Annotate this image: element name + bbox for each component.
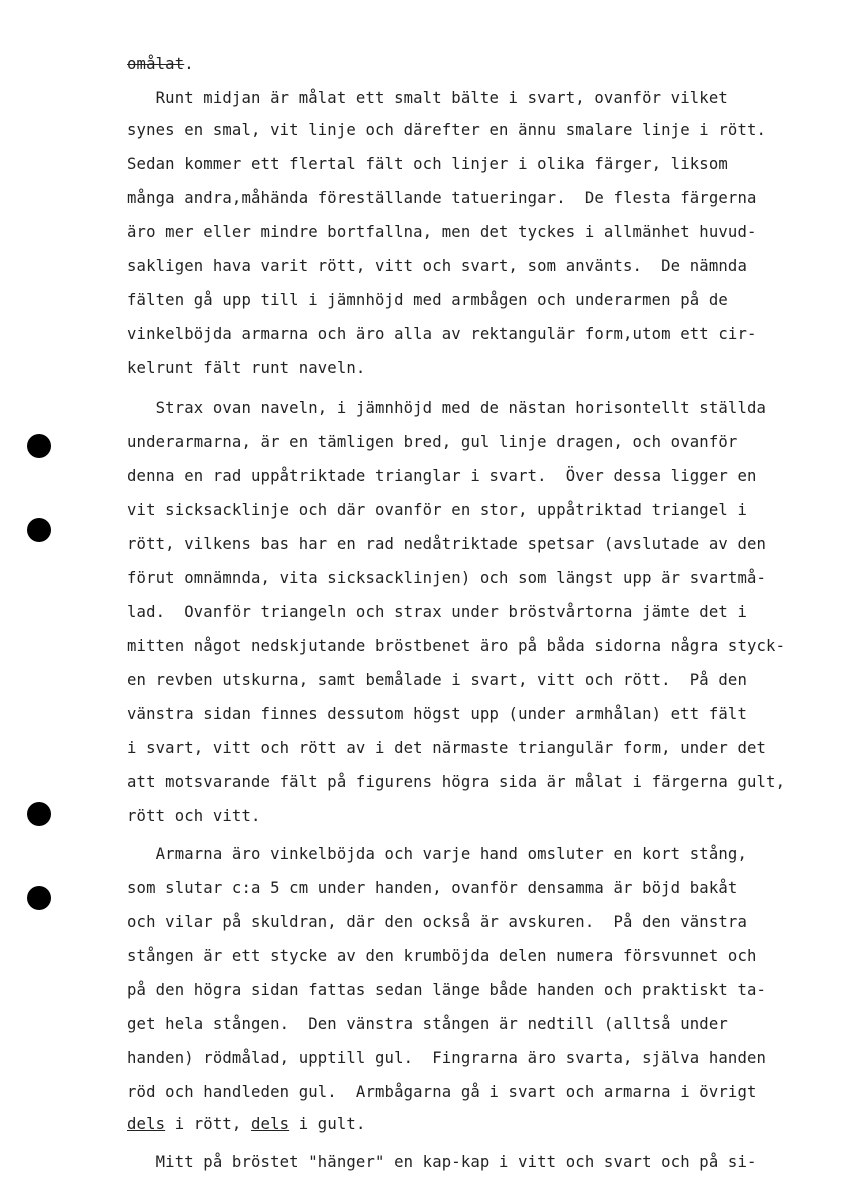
- text-line: Sedan kommer ett flertal fält och linjer i olika färger, liksom: [127, 155, 728, 173]
- text-line: många andra,måhända föreställande tatueringar. De flesta färgerna: [127, 189, 757, 207]
- punch-hole: [27, 518, 51, 542]
- text-line: rött, vilkens bas har en rad nedåtriktade spetsar (avslutade av den: [127, 535, 767, 553]
- text-line: mitten något nedskjutande bröstbenet äro på båda sidorna några styck-: [127, 637, 786, 655]
- text-line: Strax ovan naveln, i jämnhöjd med de nästan horisontellt ställda: [127, 399, 767, 417]
- text-line: rött och vitt.: [127, 807, 261, 825]
- text-line: fälten gå upp till i jämnhöjd med armbågen och underarmen på de: [127, 291, 728, 309]
- underline-line-tail: i gult.: [289, 1115, 366, 1133]
- text-line: vinkelböjda armarna och äro alla av rektangulär form,utom ett cir-: [127, 325, 757, 343]
- text-line: synes en smal, vit linje och därefter en ännu smalare linje i rött.: [127, 121, 767, 139]
- text-line: kelrunt fält runt naveln.: [127, 359, 366, 377]
- text-line: vänstra sidan finnes dessutom högst upp (under armhålan) ett fält: [127, 705, 747, 723]
- text-line-last: Mitt på bröstet "hänger" en kap-kap i vitt och svart och på si-: [127, 1153, 757, 1171]
- text-line: på den högra sidan fattas sedan länge både handen och praktiskt ta-: [127, 981, 767, 999]
- text-line: röd och handleden gul. Armbågarna gå i svart och armarna i övrigt: [127, 1083, 757, 1101]
- text-line: lad. Ovanför triangeln och strax under bröstvårtorna jämte det i: [127, 603, 747, 621]
- underline-line-mid: i rött,: [165, 1115, 252, 1133]
- struck-word: omålat: [127, 55, 185, 73]
- underlined-word: dels: [127, 1115, 166, 1133]
- text-line: stången är ett stycke av den krumböjda delen numera försvunnet och: [127, 947, 757, 965]
- text-line-struck: [127, 54, 194, 74]
- punch-hole: [27, 434, 51, 458]
- text-line: vit sicksacklinje och där ovanför en stor, uppåtriktad triangel i: [127, 501, 747, 519]
- text-line: förut omnämnda, vita sicksacklinjen) och som längst upp är svartmå-: [127, 569, 767, 587]
- text-line: denna en rad uppåtriktade trianglar i svart. Över dessa ligger en: [127, 467, 757, 485]
- underlined-word: dels: [251, 1115, 290, 1133]
- text-line-underlined: [127, 1114, 365, 1134]
- text-line: sakligen hava varit rött, vitt och svart, som använts. De nämnda: [127, 257, 747, 275]
- text-line: Armarna äro vinkelböjda och varje hand omsluter en kort stång,: [127, 845, 747, 863]
- punch-hole: [27, 886, 51, 910]
- text-line: en revben utskurna, samt bemålade i svart, vitt och rött. På den: [127, 671, 747, 689]
- punch-hole: [27, 802, 51, 826]
- text-line: underarmarna, är en tämligen bred, gul linje dragen, och ovanför: [127, 433, 738, 451]
- text-line: äro mer eller mindre bortfallna, men det tyckes i allmänhet huvud-: [127, 223, 757, 241]
- text-line: att motsvarande fält på figurens högra sida är målat i färgerna gult,: [127, 773, 786, 791]
- text-line: Runt midjan är målat ett smalt bälte i svart, ovanför vilket: [127, 89, 728, 107]
- struck-line-tail: .: [184, 55, 194, 73]
- text-line: get hela stången. Den vänstra stången är nedtill (alltså under: [127, 1015, 728, 1033]
- text-line: som slutar c:a 5 cm under handen, ovanför densamma är böjd bakåt: [127, 879, 738, 897]
- text-line: i svart, vitt och rött av i det närmaste triangulär form, under det: [127, 739, 767, 757]
- text-line: handen) rödmålad, upptill gul. Fingrarna äro svarta, själva handen: [127, 1049, 767, 1067]
- text-line: och vilar på skuldran, där den också är avskuren. På den vänstra: [127, 913, 747, 931]
